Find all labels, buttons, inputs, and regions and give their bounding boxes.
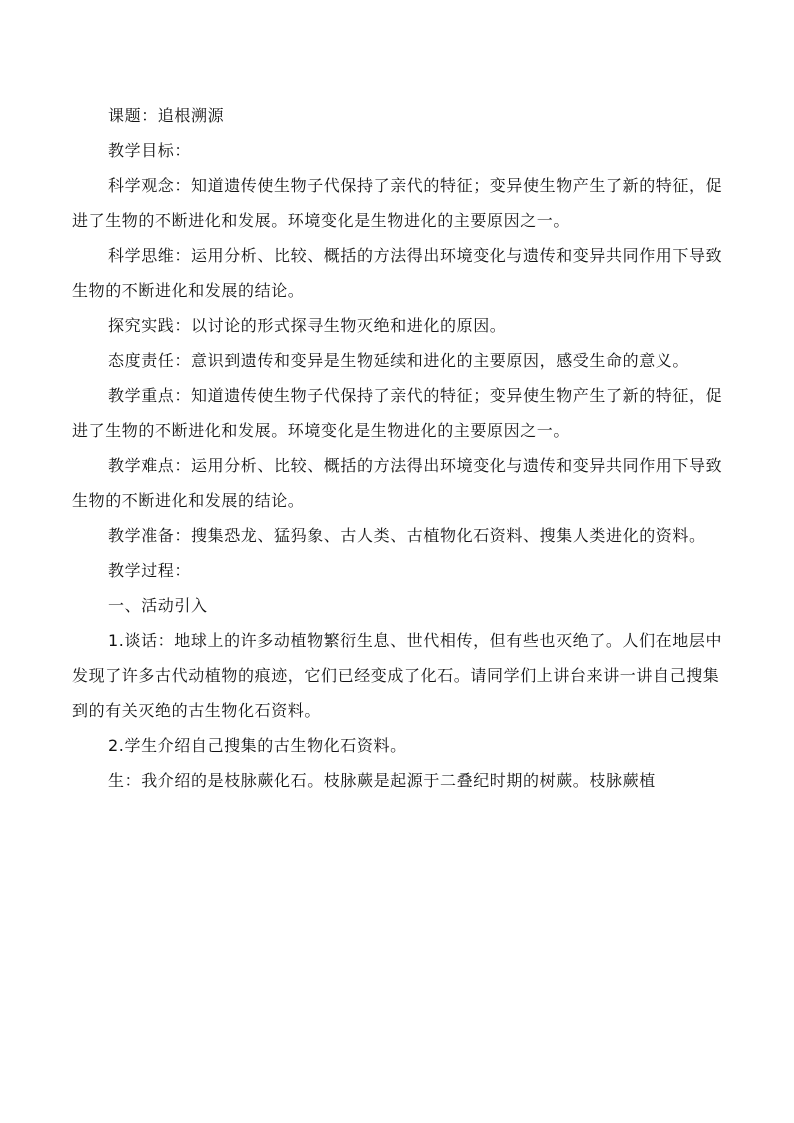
- section-activity-intro: 一、活动引入: [108, 596, 208, 615]
- goal-inquiry-practice: 探究实践：以讨论的形式探寻生物灭绝和进化的原因。: [108, 316, 507, 335]
- goal-attitude-responsibility: 态度责任：意识到遗传和变异是生物延续和进化的主要原因，感受生命的意义。: [108, 351, 690, 370]
- step-1-talk: 1.谈话：地球上的许多动植物繁衍生息、世代相传，但有些也灭绝了。人们在地层中发现了许多古代动植物的痕迹，它们已经变成了化石。请同学们上讲台来讲一讲自己搜集到的有关灭绝的古生物化石资料。: [72, 631, 723, 720]
- goal-scientific-concept: 科学观念：知道遗传使生物子代保持了亲代的特征；变异使生物产生了新的特征，促进了生物的不断进化和发展。环境变化是生物进化的主要原因之一。: [72, 176, 723, 230]
- step-2-student-intro: 2.学生介绍自己搜集的古生物化石资料。: [108, 736, 407, 755]
- teaching-goals-heading: 教学目标：: [108, 141, 192, 160]
- teaching-preparation: 教学准备：搜集恐龙、猛犸象、古人类、古植物化石资料、搜集人类进化的资料。: [108, 526, 706, 545]
- student-response: 生：我介绍的是枝脉蕨化石。枝脉蕨是起源于二叠纪时期的树蕨。枝脉蕨植: [108, 771, 656, 790]
- teaching-difficulties: 教学难点：运用分析、比较、概括的方法得出环境变化与遗传和变异共同作用下导致生物的不断进化和发展的结论。: [72, 456, 723, 510]
- document-body: [72, 98, 724, 798]
- teaching-key-points: 教学重点：知道遗传使生物子代保持了亲代的特征；变异使生物产生了新的特征，促进了生物的不断进化和发展。环境变化是生物进化的主要原因之一。: [72, 386, 723, 440]
- lesson-title: 课题：追根溯源: [108, 106, 225, 125]
- teaching-process-heading: 教学过程：: [108, 561, 192, 580]
- goal-scientific-thinking: 科学思维：运用分析、比较、概括的方法得出环境变化与遗传和变异共同作用下导致生物的不断进化和发展的结论。: [72, 246, 723, 300]
